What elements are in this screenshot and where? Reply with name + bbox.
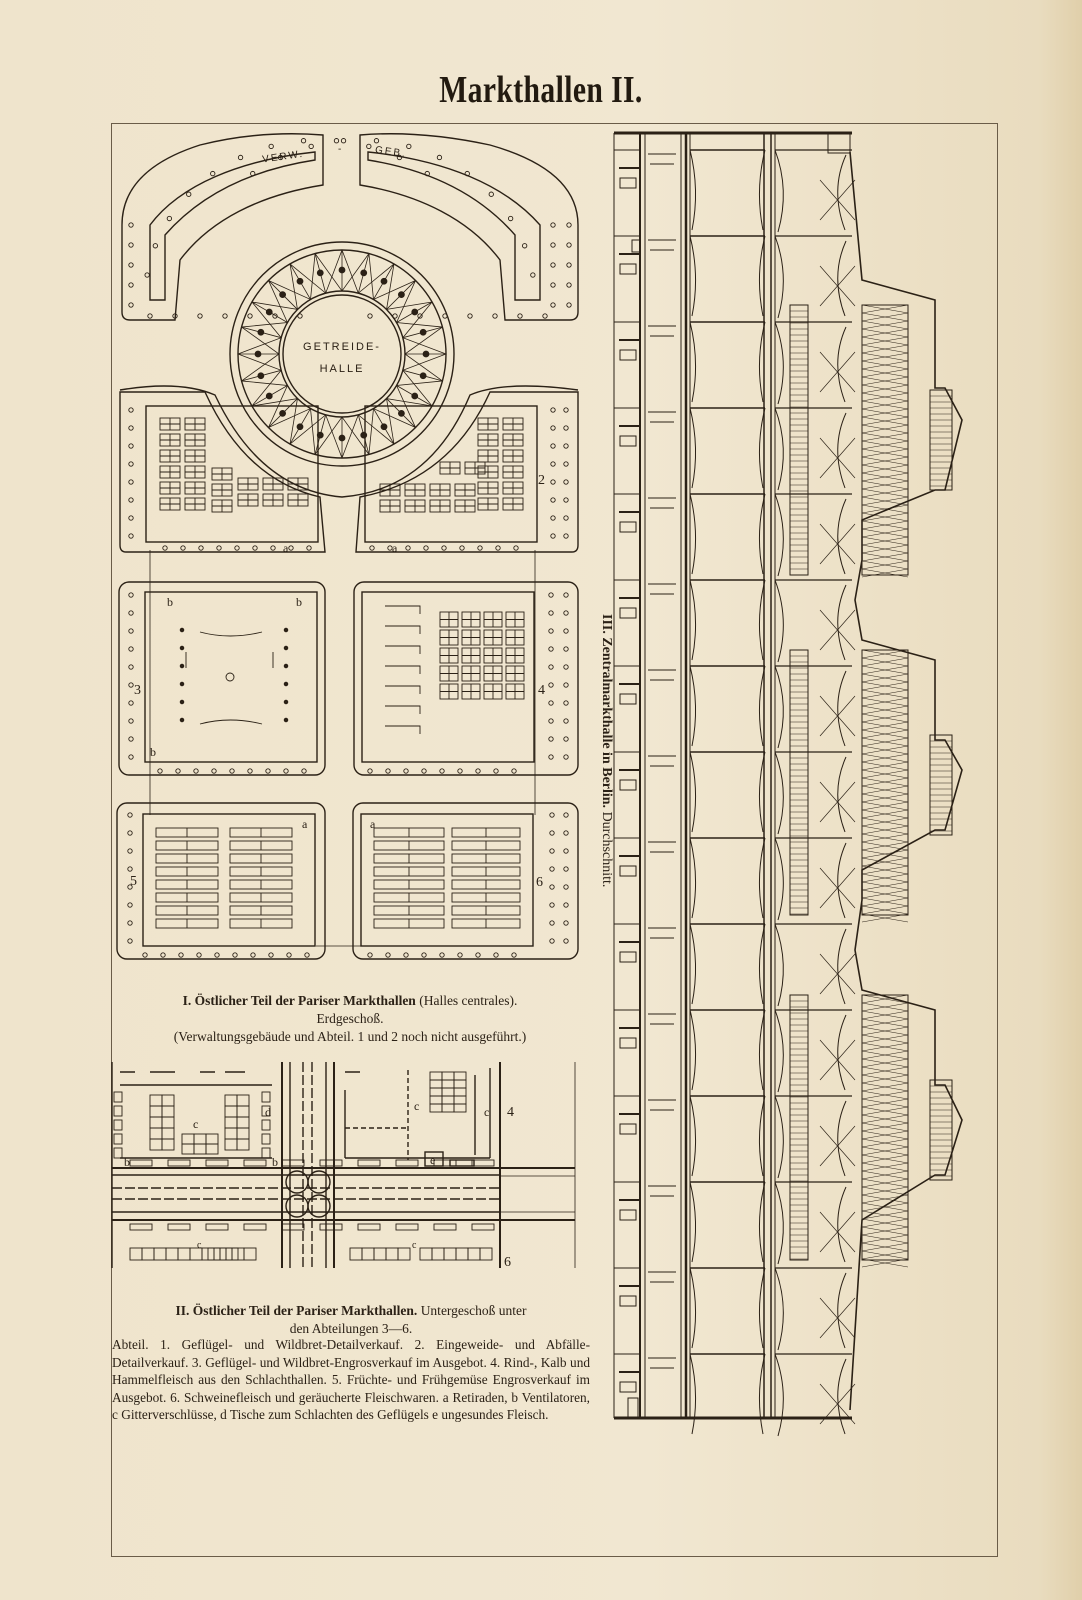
plan-1-caption [112, 992, 588, 1046]
block-number-5: 5 [130, 874, 137, 889]
block-number-3: 3 [134, 683, 141, 698]
plan2-label-c-5: c [412, 1240, 417, 1251]
label-verw: VERW. [261, 148, 305, 166]
admin-building-left [122, 134, 323, 320]
plan-2-basement [112, 1062, 575, 1268]
block-number-4: 4 [538, 683, 545, 698]
label-geb: GEB. [374, 144, 408, 161]
label-b-2: b [150, 745, 156, 759]
block-number-6: 6 [536, 875, 543, 890]
section-caption [596, 614, 616, 974]
plan-2-caption-title: II. Östlicher Teil der Pariser Markthallen. [175, 1303, 418, 1318]
legend-text: Abteil. 1. Geflügel- und Wildbret-Detailverkauf. 2. Eingeweide- und Abfälle-Detailverkauf. 3. Geflügel- und Wildbret-Engrosverkauf im Ausgebot. 4. Rind-, Kalb und Hammelfleisch aus den Schlachthallen. 5. Früchte- und Frühgemüse Engrosverkauf im Ausgebot. 6. Schweinefleisch und geräucherte Fleischwaren. a Retiraden, b Ventilatoren, c Gitterverschlüsse, d Tische zum Schlachten des Geflügels e ungesundes Fleisch. [112, 1337, 590, 1423]
plan-2-caption [108, 1302, 594, 1338]
plan-1-caption-floor: Erdgeschoß. [316, 1011, 384, 1026]
section-berlin-central-market [614, 133, 962, 1436]
admin-building-right [360, 134, 578, 320]
label-a-2: a [392, 541, 398, 555]
grain-hall-label-2: HALLE [319, 363, 365, 375]
page-title: Markthallen II. [439, 69, 643, 111]
plan2-number-4: 4 [507, 1105, 514, 1120]
block-4 [354, 582, 578, 775]
label-dash: - [338, 144, 344, 155]
label-a-4: a [370, 817, 376, 831]
plan2-label-c-1: c [193, 1117, 199, 1131]
plan2-label-c-3: c [484, 1105, 490, 1119]
plan-2-caption-floor: den Abteilungen 3—6. [289, 1321, 413, 1336]
label-b-3: b [296, 595, 302, 609]
plan2-label-d: d [265, 1105, 271, 1119]
plan2-label-b-1: b [124, 1155, 130, 1169]
plan2-label-c-4: c [197, 1240, 202, 1251]
plan-1-caption-note: (Verwaltungsgebäude und Abteil. 1 und 2 noch nicht ausgeführt.) [173, 1029, 527, 1044]
plan-2-caption-subtitle: Untergeschoß unter [420, 1303, 527, 1318]
section-caption-subtitle: Durchschnitt. [599, 811, 614, 888]
plan2-label-b-2: b [272, 1155, 278, 1169]
plan2-label-e: e [430, 1153, 436, 1167]
label-b-1: b [167, 595, 173, 609]
grain-hall-label-1: GETREIDE- [303, 341, 381, 353]
label-a-1: a [283, 541, 289, 555]
plan-1-caption-title: I. Östlicher Teil der Pariser Markthallen [182, 993, 416, 1008]
section-caption-title: III. Zentralmarkthalle in Berlin. [599, 614, 614, 809]
label-a-3: a [302, 817, 308, 831]
plan2-label-c-2: c [414, 1099, 420, 1113]
block-5 [117, 803, 325, 959]
block-6 [353, 803, 578, 959]
block-number-2: 2 [538, 473, 545, 488]
plan2-number-6: 6 [504, 1255, 511, 1270]
plan-1-caption-subtitle: (Halles centrales). [419, 993, 518, 1008]
